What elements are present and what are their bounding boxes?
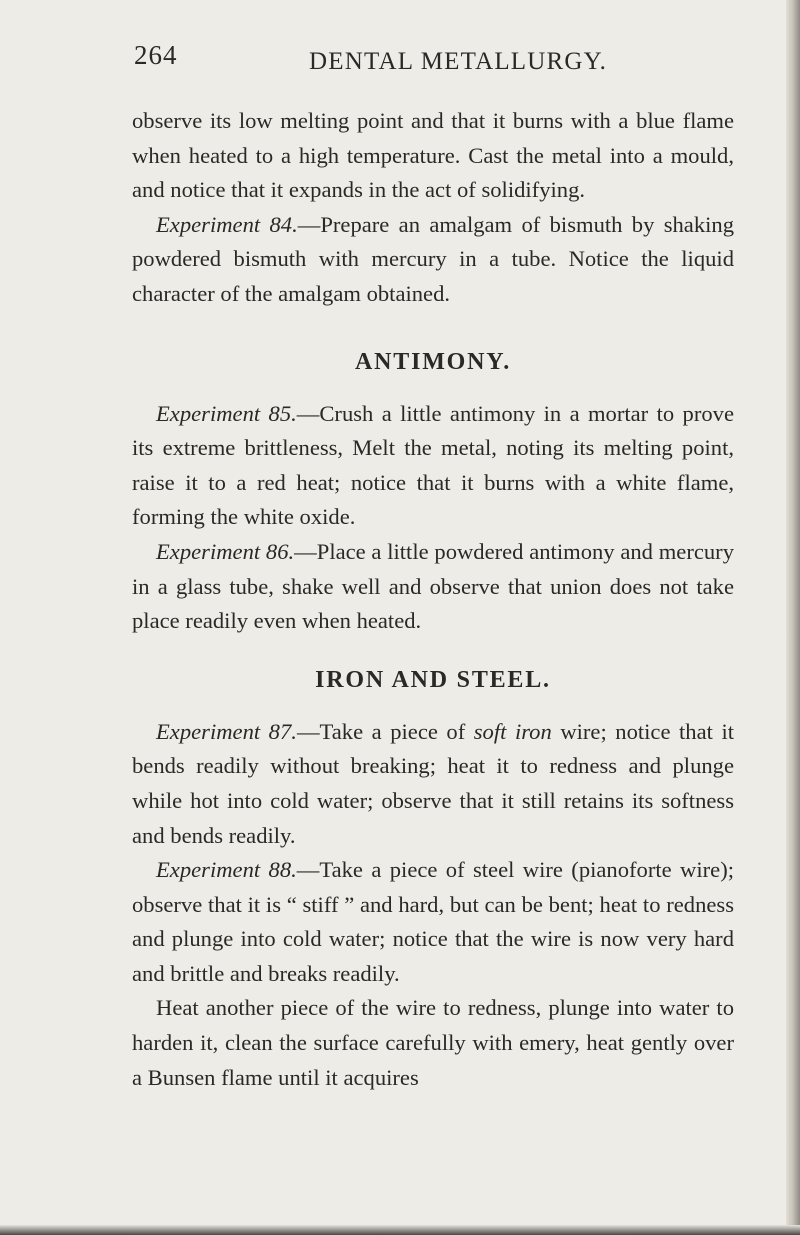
experiment-85-paragraph: [132, 397, 734, 535]
experiment-88-text: —Take a piece of steel wire (pianoforte wire); observe that it is “ stiff ” and hard, but can be bent; heat to redness and plunge into cold water; notice that the wire is now very hard and brittle and breaks readily.: [132, 857, 734, 986]
experiment-86-text: —Place a little powdered antimony and mercury in a glass tube, shake well and observe that union does not take place readily even when heated.: [132, 538, 734, 634]
page-edge-shadow: [786, 0, 800, 1235]
experiment-86-paragraph: [132, 535, 734, 639]
page-header: [134, 40, 654, 80]
page-number: 264: [134, 40, 178, 70]
page-body: [132, 104, 734, 1095]
experiment-85-label: Experiment 85.: [156, 400, 297, 426]
bismuth-continued-text: observe its low melting point and that it burns with a blue flame when heated to a high temperature. Cast the metal into a mould, and notice that it expands in the act of solidifying.: [132, 108, 734, 203]
heat-another-paragraph: [132, 991, 734, 1095]
experiment-86-label: Experiment 86.: [156, 538, 295, 564]
bismuth-continued-paragraph: [132, 104, 734, 208]
experiment-87-emphasis: soft iron: [473, 718, 552, 744]
experiment-88-paragraph: [132, 853, 734, 991]
experiment-87-text-before: —Take a piece of: [296, 718, 474, 744]
section-heading-antimony: ANTIMONY.: [355, 348, 511, 375]
experiment-84-paragraph: [132, 208, 734, 312]
running-title: DENTAL METALLURGY.: [309, 48, 608, 75]
experiment-84-text: —Prepare an amalgam of bismuth by shaking powdered bismuth with mercury in a tube. Notice the liquid character of the amalgam obtained.: [132, 211, 734, 306]
experiment-87-paragraph: [132, 715, 734, 853]
heat-another-text: Heat another piece of the wire to redness, plunge into water to harden it, clean the surface carefully with emery, heat gently over a Bunsen flame until it acquires: [132, 995, 734, 1090]
section-heading-iron-and-steel: IRON AND STEEL.: [315, 666, 551, 693]
experiment-84-label: Experiment 84.: [156, 211, 298, 237]
page-bottom-edge: [0, 1225, 800, 1235]
experiment-88-label: Experiment 88.: [156, 857, 297, 883]
experiment-85-text: —Crush a little antimony in a mortar to prove its extreme brittleness, Melt the metal, noting its melting point, raise it to a red heat; notice that it burns with a white flame, forming the white oxide.: [132, 400, 734, 530]
experiment-87-label: Experiment 87.: [156, 718, 297, 744]
experiment-87-text-after: wire; notice that it bends readily without breaking; heat it to redness and plunge while hot into cold water; observe that it still retains its softness and bends readily.: [132, 718, 734, 848]
